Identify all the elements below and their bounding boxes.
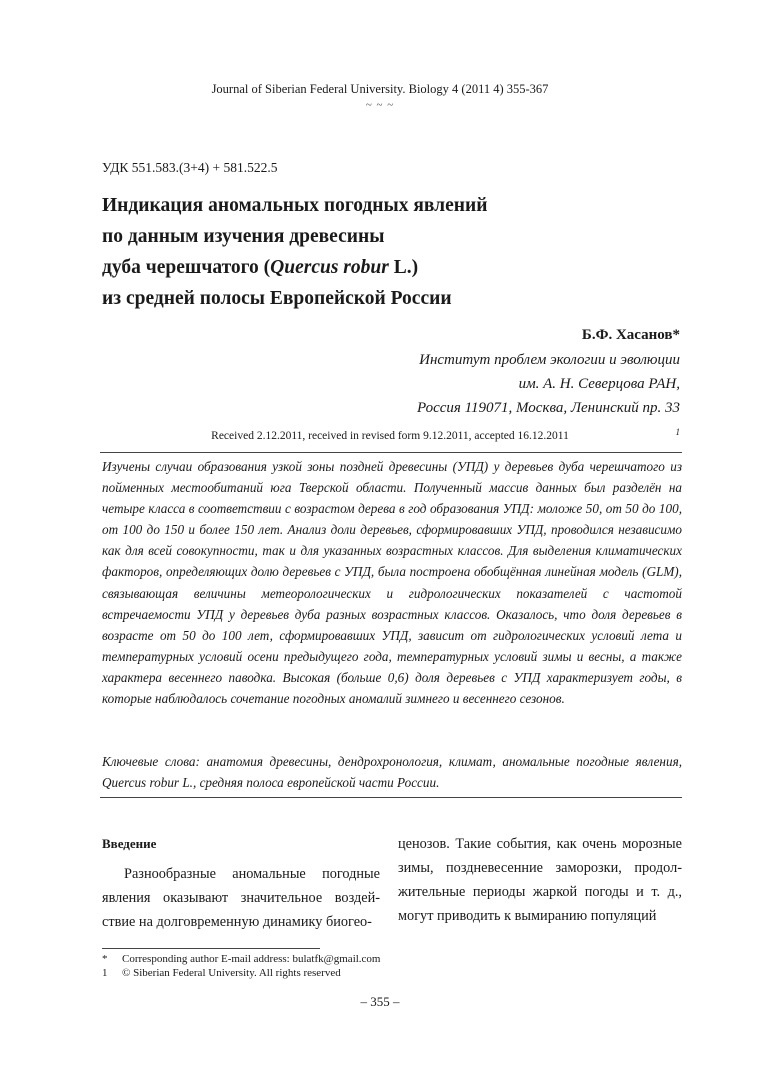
footnote-corresponding xyxy=(102,952,381,966)
title-line-2: по данным изучения древесины xyxy=(102,226,385,247)
affiliation-line-2: им. А. Н. Северцова РАН, xyxy=(518,376,680,392)
received-dates: Received 2.12.2011, received in revised form 9.12.2011, accepted 16.12.2011 xyxy=(211,430,569,442)
affiliation-footnote-mark: 1 xyxy=(675,427,680,437)
footnote-copyright xyxy=(102,966,341,980)
affiliation-address: Россия 119071, Москва, Ленинский пр. 33 xyxy=(416,400,680,416)
title-species-name: Quercus robur xyxy=(270,257,389,278)
abstract-bottom-rule xyxy=(100,797,682,798)
title-line-1: Индикация аномальных погодных явлений xyxy=(102,195,488,216)
intro-paragraph-right: ценозов. Такие события, как очень морозные зимы, поздневесенние заморозки, продол-жительные периоды жаркой погоды и т. д., могут приводить к вымиранию популяций xyxy=(398,836,682,924)
footnote-text: Corresponding author E-mail address: bulatfk@gmail.com xyxy=(122,953,381,965)
intro-right-column xyxy=(398,832,682,928)
section-heading-intro: Введение xyxy=(102,836,157,851)
keywords-text: Ключевые слова: анатомия древесины, дендрохронология, климат, аномальные погодные явления, Quercus robur L., средняя полоса европейской части России. xyxy=(102,754,682,791)
article-title xyxy=(102,190,622,314)
page-number: – 355 – xyxy=(360,994,400,1009)
author-name: Б.Ф. Хасанов* xyxy=(581,327,680,343)
abstract-text: Изучены случаи образования узкой зоны поздней древесины (УПД) у деревьев дуба черешчатого из пойменных местообитаний юга Тверской области. Полученный массив данных был разделён на четыре класса в соответствии с возрастом дерева в год образования УПД: моложе 50, от 50 до 100, от 100 до 150 и более 150 лет. Анализ доли деревьев, сформировавших УПД, проводился независимо как для всей совокупности, так и для указанных возрастных классов. Для выделения климатических факторов, определяющих долю деревьев с УПД, была построена обобщённая линейная модель (GLM), связывающая величины метеорологических и гидрологических показателей с частотой встречаемости УПД у деревьев дуба разных возрастных классов. Оказалось, что доля деревьев в возрасте от 50 до 100 лет, сформировавших УПД, зависит от гидрологических условий лета и температурных условий осени предыдущего года, температурных условий зимы и весны, а также характера весеннего паводка. Высокая (больше 0,6) доля деревьев с УПД характеризует годы, в которые наблюдалось сочетание погодных аномалий зимнего и весеннего сезонов. xyxy=(102,459,682,707)
affiliation-line-1: Институт проблем экологии и эволюции xyxy=(419,352,680,368)
title-line-4: из средней полосы Европейской России xyxy=(102,288,452,309)
intro-left-column xyxy=(102,832,380,934)
footnote-mark: * xyxy=(102,953,108,965)
journal-header: Journal of Siberian Federal University. Biology 4 (2011 4) 355-367 xyxy=(211,82,549,96)
footnote-rule xyxy=(102,948,320,949)
title-line-3-post: L.) xyxy=(388,257,419,278)
header-ornament: ~ ~ ~ xyxy=(365,99,395,111)
footnote-mark: 1 xyxy=(102,967,108,979)
footnote-text: © Siberian Federal University. All rights reserved xyxy=(122,967,341,979)
title-line-3-pre: дуба черешчатого ( xyxy=(102,257,271,278)
intro-paragraph-left: Разнообразные аномальные погодные явления оказывают значительное воздей-ствие на долговременную динамику биогео- xyxy=(102,866,380,930)
udk-code: УДК 551.583.(3+4) + 581.522.5 xyxy=(102,160,278,175)
abstract-top-rule xyxy=(100,452,682,453)
title-line-3 xyxy=(102,252,622,283)
